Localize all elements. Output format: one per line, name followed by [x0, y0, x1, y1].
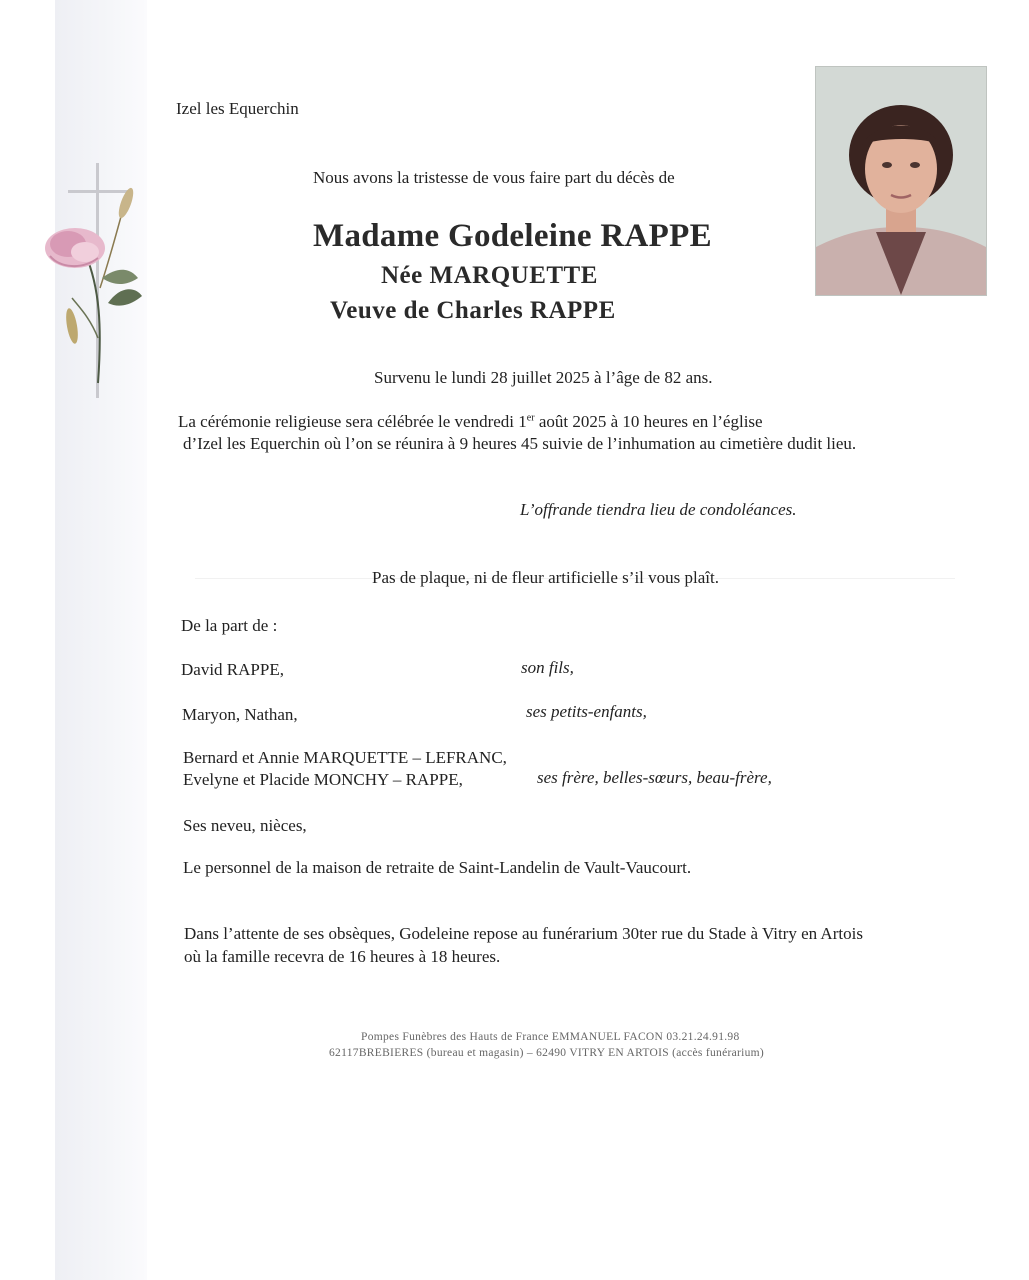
cross-rose-wheat-icon — [30, 158, 155, 403]
son-name: David RAPPE, — [181, 660, 284, 679]
family-heading: De la part de : — [181, 616, 278, 635]
son-role: son fils, — [521, 658, 574, 677]
funeral-home-line-2: où la famille recevra de 16 heures à 18 heures. — [184, 947, 501, 966]
siblings-line-1: Bernard et Annie MARQUETTE – LEFRANC, — [183, 748, 507, 767]
maiden-name: Née MARQUETTE — [381, 262, 598, 289]
nephews-line: Ses neveu, nièces, — [183, 816, 307, 835]
death-date: Survenu le lundi 28 juillet 2025 à l’âge de 82 ans. — [374, 368, 713, 387]
portrait-photo — [815, 66, 987, 296]
staff-line: Le personnel de la maison de retraite de Saint-Landelin de Vault-Vaucourt. — [183, 858, 692, 877]
deceased-name: Madame Godeleine RAPPE — [313, 218, 712, 254]
offering-note: L’offrande tiendra lieu de condoléances. — [520, 500, 797, 519]
location-heading: Izel les Equerchin — [176, 99, 299, 118]
ceremony-line-1: La cérémonie religieuse sera célébrée le vendredi 1er août 2025 à 10 heures en l’église — [178, 412, 763, 431]
announcement-intro: Nous avons la tristesse de vous faire part du décès de — [313, 168, 675, 187]
grandchildren-names: Maryon, Nathan, — [182, 705, 298, 724]
siblings-line-2: Evelyne et Placide MONCHY – RAPPE, — [183, 770, 463, 789]
grandchildren-role: ses petits-enfants, — [526, 702, 647, 721]
widow-of: Veuve de Charles RAPPE — [330, 297, 616, 324]
ceremony-line-2: d’Izel les Equerchin où l’on se réunira à 9 heures 45 suivie de l’inhumation au cimetière dudit lieu. — [183, 434, 857, 453]
footer-line-2: 62117BREBIERES (bureau et magasin) – 62490 VITRY EN ARTOIS (accès funérarium) — [329, 1047, 765, 1059]
siblings-role: ses frère, belles-sœurs, beau-frère, — [537, 768, 772, 787]
flowers-note: Pas de plaque, ni de fleur artificielle s’il vous plaît. — [372, 568, 719, 587]
footer-line-1: Pompes Funèbres des Hauts de France EMMANUEL FACON 03.21.24.91.98 — [361, 1031, 740, 1043]
funeral-home-line-1: Dans l’attente de ses obsèques, Godeleine repose au funérarium 30ter rue du Stade à Vitry en Artois — [184, 924, 863, 943]
